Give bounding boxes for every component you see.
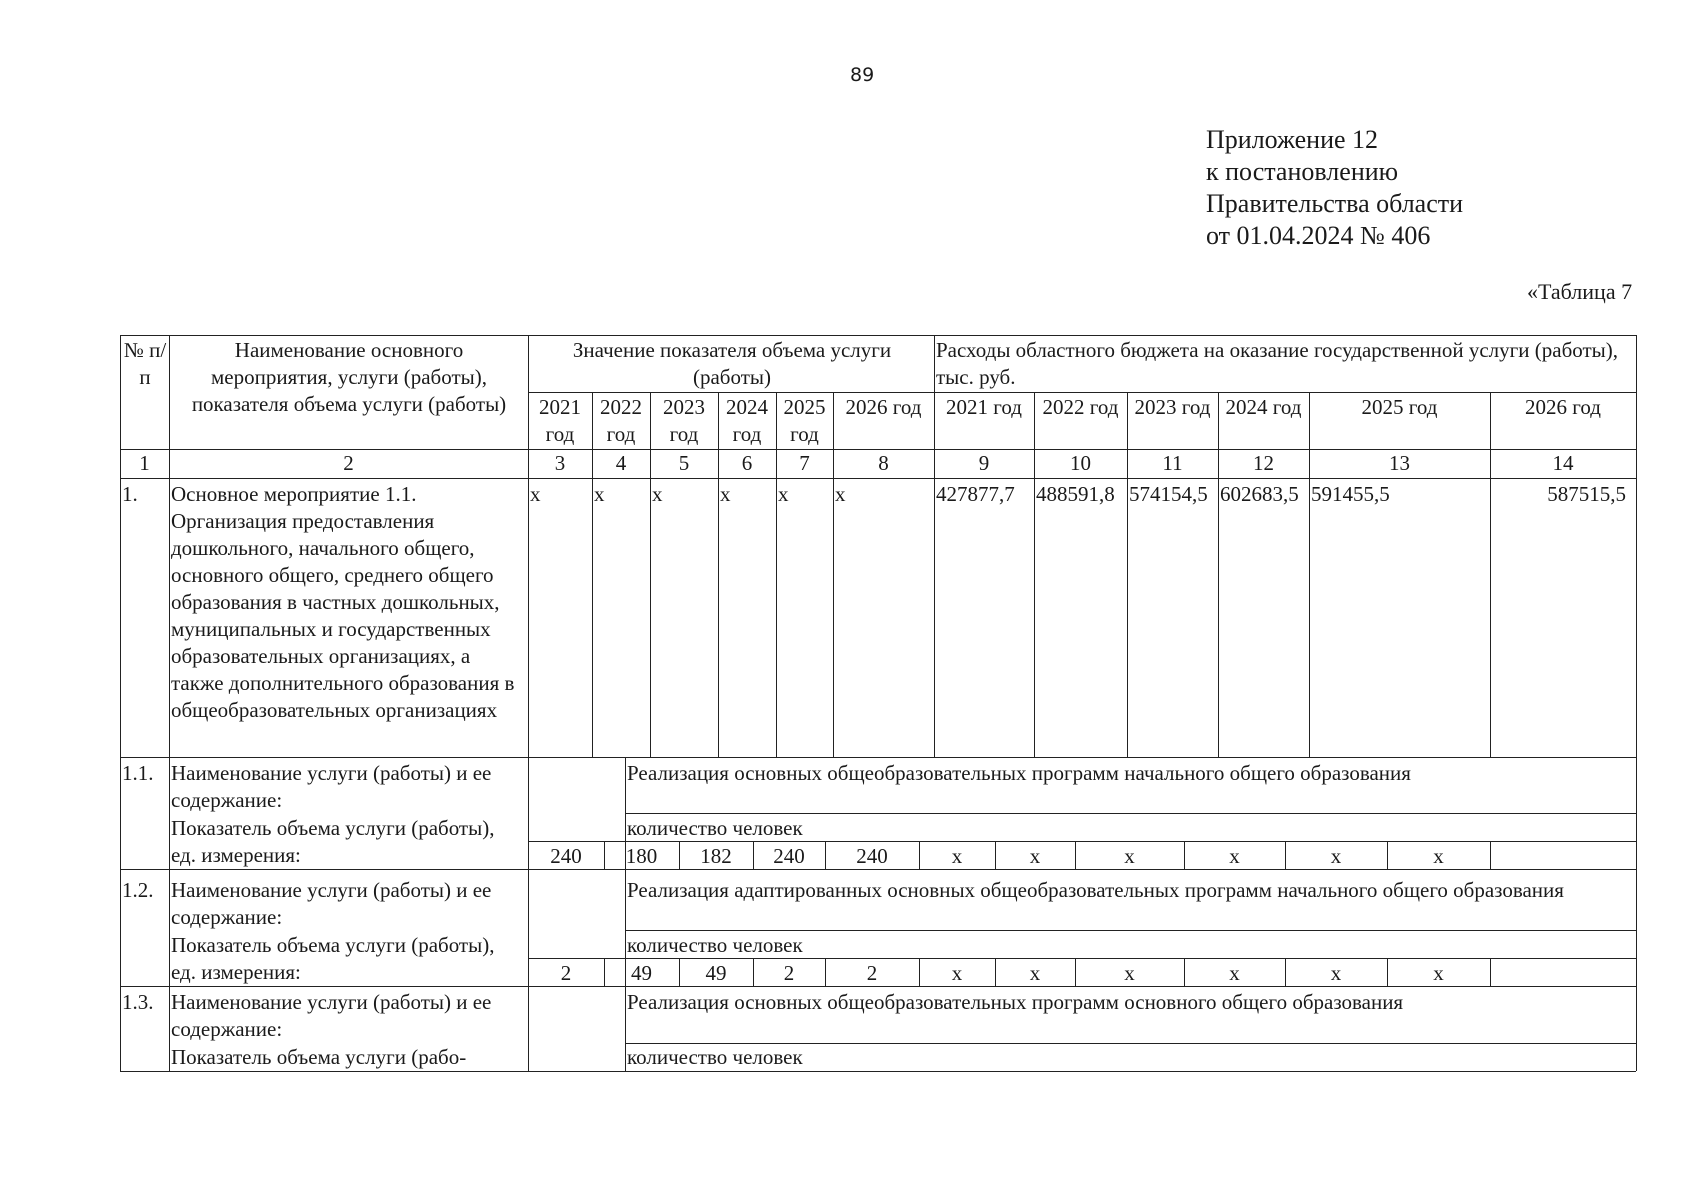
section-value-cell: x (1029, 844, 1041, 868)
section-indicator-value: количество человек (627, 933, 803, 957)
row1-value: 488591,8 (1036, 482, 1115, 506)
row1-value: 602683,5 (1220, 482, 1299, 506)
row1-value: x (652, 482, 663, 506)
section-indicator-value: количество человек (627, 1045, 803, 1069)
row1-value: 427877,7 (936, 482, 1015, 506)
section-service-label: Наименование услуги (работы) и ее содержание: (171, 990, 492, 1041)
table-label: «Таблица 7 (1527, 279, 1633, 304)
row1-num: 1. (122, 482, 138, 506)
section-value-cell: x (1433, 844, 1444, 868)
column-number: 7 (799, 451, 810, 475)
header-value-year: 2025 год (783, 395, 826, 446)
column-number: 13 (1389, 451, 1410, 475)
section-value-cell: 240 (550, 844, 582, 868)
header-value-year: 2026 год (845, 395, 922, 419)
column-number: 6 (741, 451, 753, 475)
section-value-cell: x (1330, 844, 1342, 868)
section-value-cell: x (1330, 961, 1342, 985)
column-number: 1 (139, 451, 150, 475)
section-value-cell: x (1029, 961, 1041, 985)
appendix-line3: Правительства области (1206, 189, 1464, 218)
appendix-line4: от 01.04.2024 № 406 (1206, 221, 1431, 250)
column-number: 11 (1162, 451, 1183, 475)
section-value-cell: x (1229, 844, 1240, 868)
section-service-label: Наименование услуги (работы) и ее содержание: (171, 761, 492, 812)
header-value-year: 2023 год (663, 395, 705, 446)
section-num: 1.1. (122, 761, 154, 785)
row1-value: 591455,5 (1311, 482, 1390, 506)
row1-value: x (835, 482, 846, 506)
section-indicator-label: Показатель объема услуги (работы), ед. измерения: (171, 816, 495, 867)
section-value-cell: 2 (783, 961, 795, 985)
section-indicator-value: количество человек (627, 816, 803, 840)
row1-value: x (530, 482, 541, 506)
row1-value: x (720, 482, 731, 506)
section-value-cell: x (1124, 961, 1135, 985)
appendix-line1: Приложение 12 (1206, 125, 1379, 154)
header-value-year: 2024 год (726, 395, 768, 446)
column-number: 3 (554, 451, 566, 475)
section-indicator-label: Показатель объема услуги (работы), ед. измерения: (171, 933, 495, 984)
section-value-cell: x (1229, 961, 1240, 985)
section-value-cell: 49 (705, 961, 727, 985)
header-expense-year: 2025 год (1361, 395, 1438, 419)
header-expense-year: 2026 год (1525, 395, 1601, 419)
header-expense-year: 2021 год (946, 395, 1022, 419)
column-number: 10 (1070, 451, 1091, 475)
section-num: 1.2. (122, 878, 154, 902)
row1-value: 587515,5 (1547, 482, 1626, 506)
section-value-cell: x (951, 961, 963, 985)
header-value-year: 2021 год (539, 395, 581, 446)
page-number: 89 (850, 64, 875, 86)
appendix-line2: к постановлению (1206, 157, 1399, 186)
column-number: 2 (343, 451, 354, 475)
section-value-cell: 2 (866, 961, 878, 985)
section-service-value: Реализация основных общеобразовательных программ начального общего образования (627, 761, 1411, 785)
header-group-values: Значение показателя объема услуги (работы) (572, 338, 892, 389)
row1-name: Основное мероприятие 1.1. Организация предоставления дошкольного, начального общего, основного общего, среднего общего образования в частных дошкольных, муниципальных и государственных образовательных организациях, а также дополнительного образования в общеобразовательных организациях (171, 482, 515, 722)
header-group-expenses: Расходы областного бюджета на оказание государственной услуги (работы), тыс. руб. (936, 338, 1619, 389)
row1-value: x (778, 482, 789, 506)
header-name: Наименование основного мероприятия, услуги (работы), показателя объема услуги (работы) (191, 338, 507, 416)
section-service-value: Реализация основных общеобразовательных программ основного общего образования (627, 990, 1404, 1014)
row1-value: 574154,5 (1129, 482, 1208, 506)
header-expense-year: 2024 год (1225, 395, 1302, 419)
row1-value: x (594, 482, 605, 506)
column-number: 14 (1552, 451, 1574, 475)
section-num: 1.3. (122, 990, 154, 1014)
section-value-cell: 180 (625, 844, 658, 868)
section-value-cell: x (1433, 961, 1444, 985)
section-service-label: Наименование услуги (работы) и ее содержание: (171, 878, 492, 929)
header-expense-year: 2023 год (1134, 395, 1211, 419)
header-expense-year: 2022 год (1042, 395, 1119, 419)
section-value-cell: 2 (560, 961, 572, 985)
column-number: 12 (1253, 451, 1274, 475)
section-indicator-label: Показатель объема услуги (рабо- (171, 1045, 467, 1069)
section-service-value: Реализация адаптированных основных общеобразовательных программ начального общего образования (627, 878, 1564, 902)
section-value-cell: 49 (631, 961, 652, 985)
section-value-cell: 240 (856, 844, 888, 868)
section-value-cell: x (951, 844, 963, 868)
section-value-cell: 240 (773, 844, 805, 868)
header-num: № п/п (123, 338, 167, 389)
section-value-cell: 182 (700, 844, 732, 868)
column-number: 5 (678, 451, 690, 475)
section-value-cell: x (1124, 844, 1135, 868)
column-number: 4 (615, 451, 627, 475)
column-number: 9 (978, 451, 990, 475)
header-value-year: 2022 год (600, 395, 642, 446)
column-number: 8 (878, 451, 889, 475)
